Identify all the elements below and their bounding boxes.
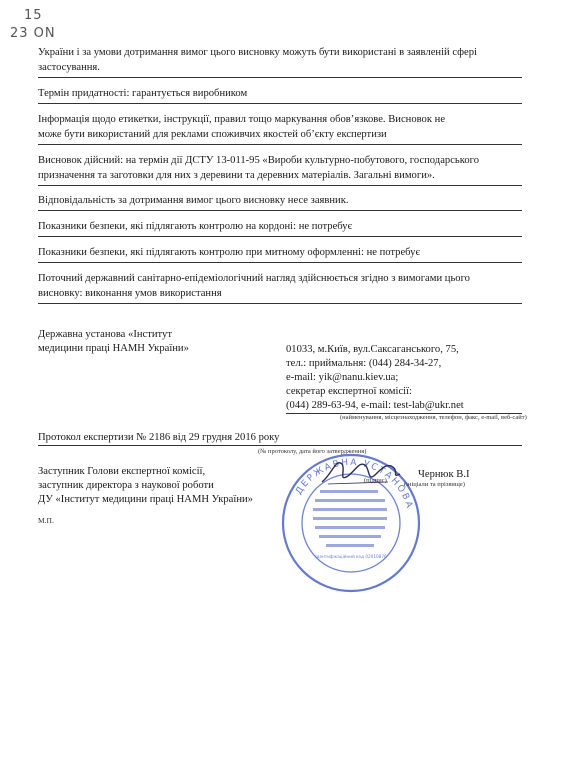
divider [38,445,522,446]
paragraph-line: Висновок дійсний: на термін дії ДСТУ 13-011-95 «Вироби культурно-побутового, господарського [38,155,480,166]
institution-address: 01033, м.Київ, вул.Саксаганського, 75, [286,344,459,355]
name-caption: (ініціали та прізвище) [404,481,465,488]
divider [38,210,522,211]
handwritten-note: 23 ON [10,26,56,41]
handwritten-page-number: 15 [24,8,43,23]
divider [38,185,522,186]
institution-caption: (найменування, місцезнаходження, телефон, факс, e-mail, веб-сайт) [340,414,527,421]
signature [318,452,404,492]
divider [38,144,522,145]
signatory-title [38,465,253,507]
paragraph-line: може бути використаний для реклами споживчих якостей об’єкту експертизи [38,128,387,140]
paragraph-line: Термін придатності: гарантується виробником [38,88,248,99]
stamp-outer-text: ДЕРЖАВНА УСТАНОВА [294,457,415,511]
signatory-line: ДУ «Інститут медицини праці НАМН України» [38,494,253,505]
paragraph-line: України і за умови дотримання вимог цього висновку можуть бути використані в заявленій сфері [38,47,477,58]
paragraph-line: Інформація щодо етикетки, інструкції, правил тощо маркування обов’язкове. Висновок не [38,114,446,125]
divider [38,77,522,78]
paragraph-labeling [38,113,522,142]
paragraph-line: Відповідальність за дотримання вимог цього висновку несе заявник. [38,195,349,206]
paragraph-line: Показники безпеки, які підлягають контролю при митному оформленні: не потребує [38,247,421,258]
paragraph-line: застосування. [38,61,100,73]
paragraph-line: призначення та заготовки для них з деревини та деревних матеріалів. Загальні вимоги». [38,169,435,181]
divider [38,236,522,237]
signatory-name: Чернюк В.І [418,469,470,480]
institution-name [38,328,189,356]
signature-caption: (підпис) [364,477,387,484]
secretary-contacts: (044) 289-63-94, e-mail: test-lab@ukr.net [286,399,522,414]
paragraph-shelf-life [38,87,522,102]
divider [38,262,522,263]
paragraph-line: висновку: виконання умов використання [38,287,222,299]
divider [38,303,522,304]
stamp-place-label: М.П. [38,516,54,525]
paragraph-border-control [38,220,522,235]
paragraph-line: Поточний державний санітарно-епідеміологічний нагляд здійснюється згідно з вимогами цього [38,273,470,284]
paragraph-supervision [38,272,522,301]
institution-email: e-mail: yik@nanu.kiev.ua; [286,372,399,383]
paragraph-responsibility [38,194,522,209]
paragraph-validity [38,154,522,183]
institution-contacts [286,343,522,414]
secretary-label: секретар експертної комісії: [286,386,412,397]
institution-name-line: Державна установа «Інститут [38,329,172,340]
signatory-line: заступник директора з наукової роботи [38,480,214,491]
stamp-center-text: Ідентифікаційний код 02010876 [315,554,387,559]
protocol-caption: (№ протоколу, дата його затвердження) [258,448,367,455]
institution-phone: тел.: приймальня: (044) 284-34-27, [286,358,442,369]
paragraph-usage [38,46,522,75]
signatory-line: Заступник Голови експертної комісії, [38,466,206,477]
protocol-text: Протокол експертизи № 2186 від 29 грудня 2016 року [38,432,280,443]
paragraph-line: Показники безпеки, які підлягають контролю на кордоні: не потребує [38,221,353,232]
institution-name-line: медицини праці НАМН України» [38,343,189,354]
paragraph-customs-control [38,246,522,261]
divider [38,103,522,104]
